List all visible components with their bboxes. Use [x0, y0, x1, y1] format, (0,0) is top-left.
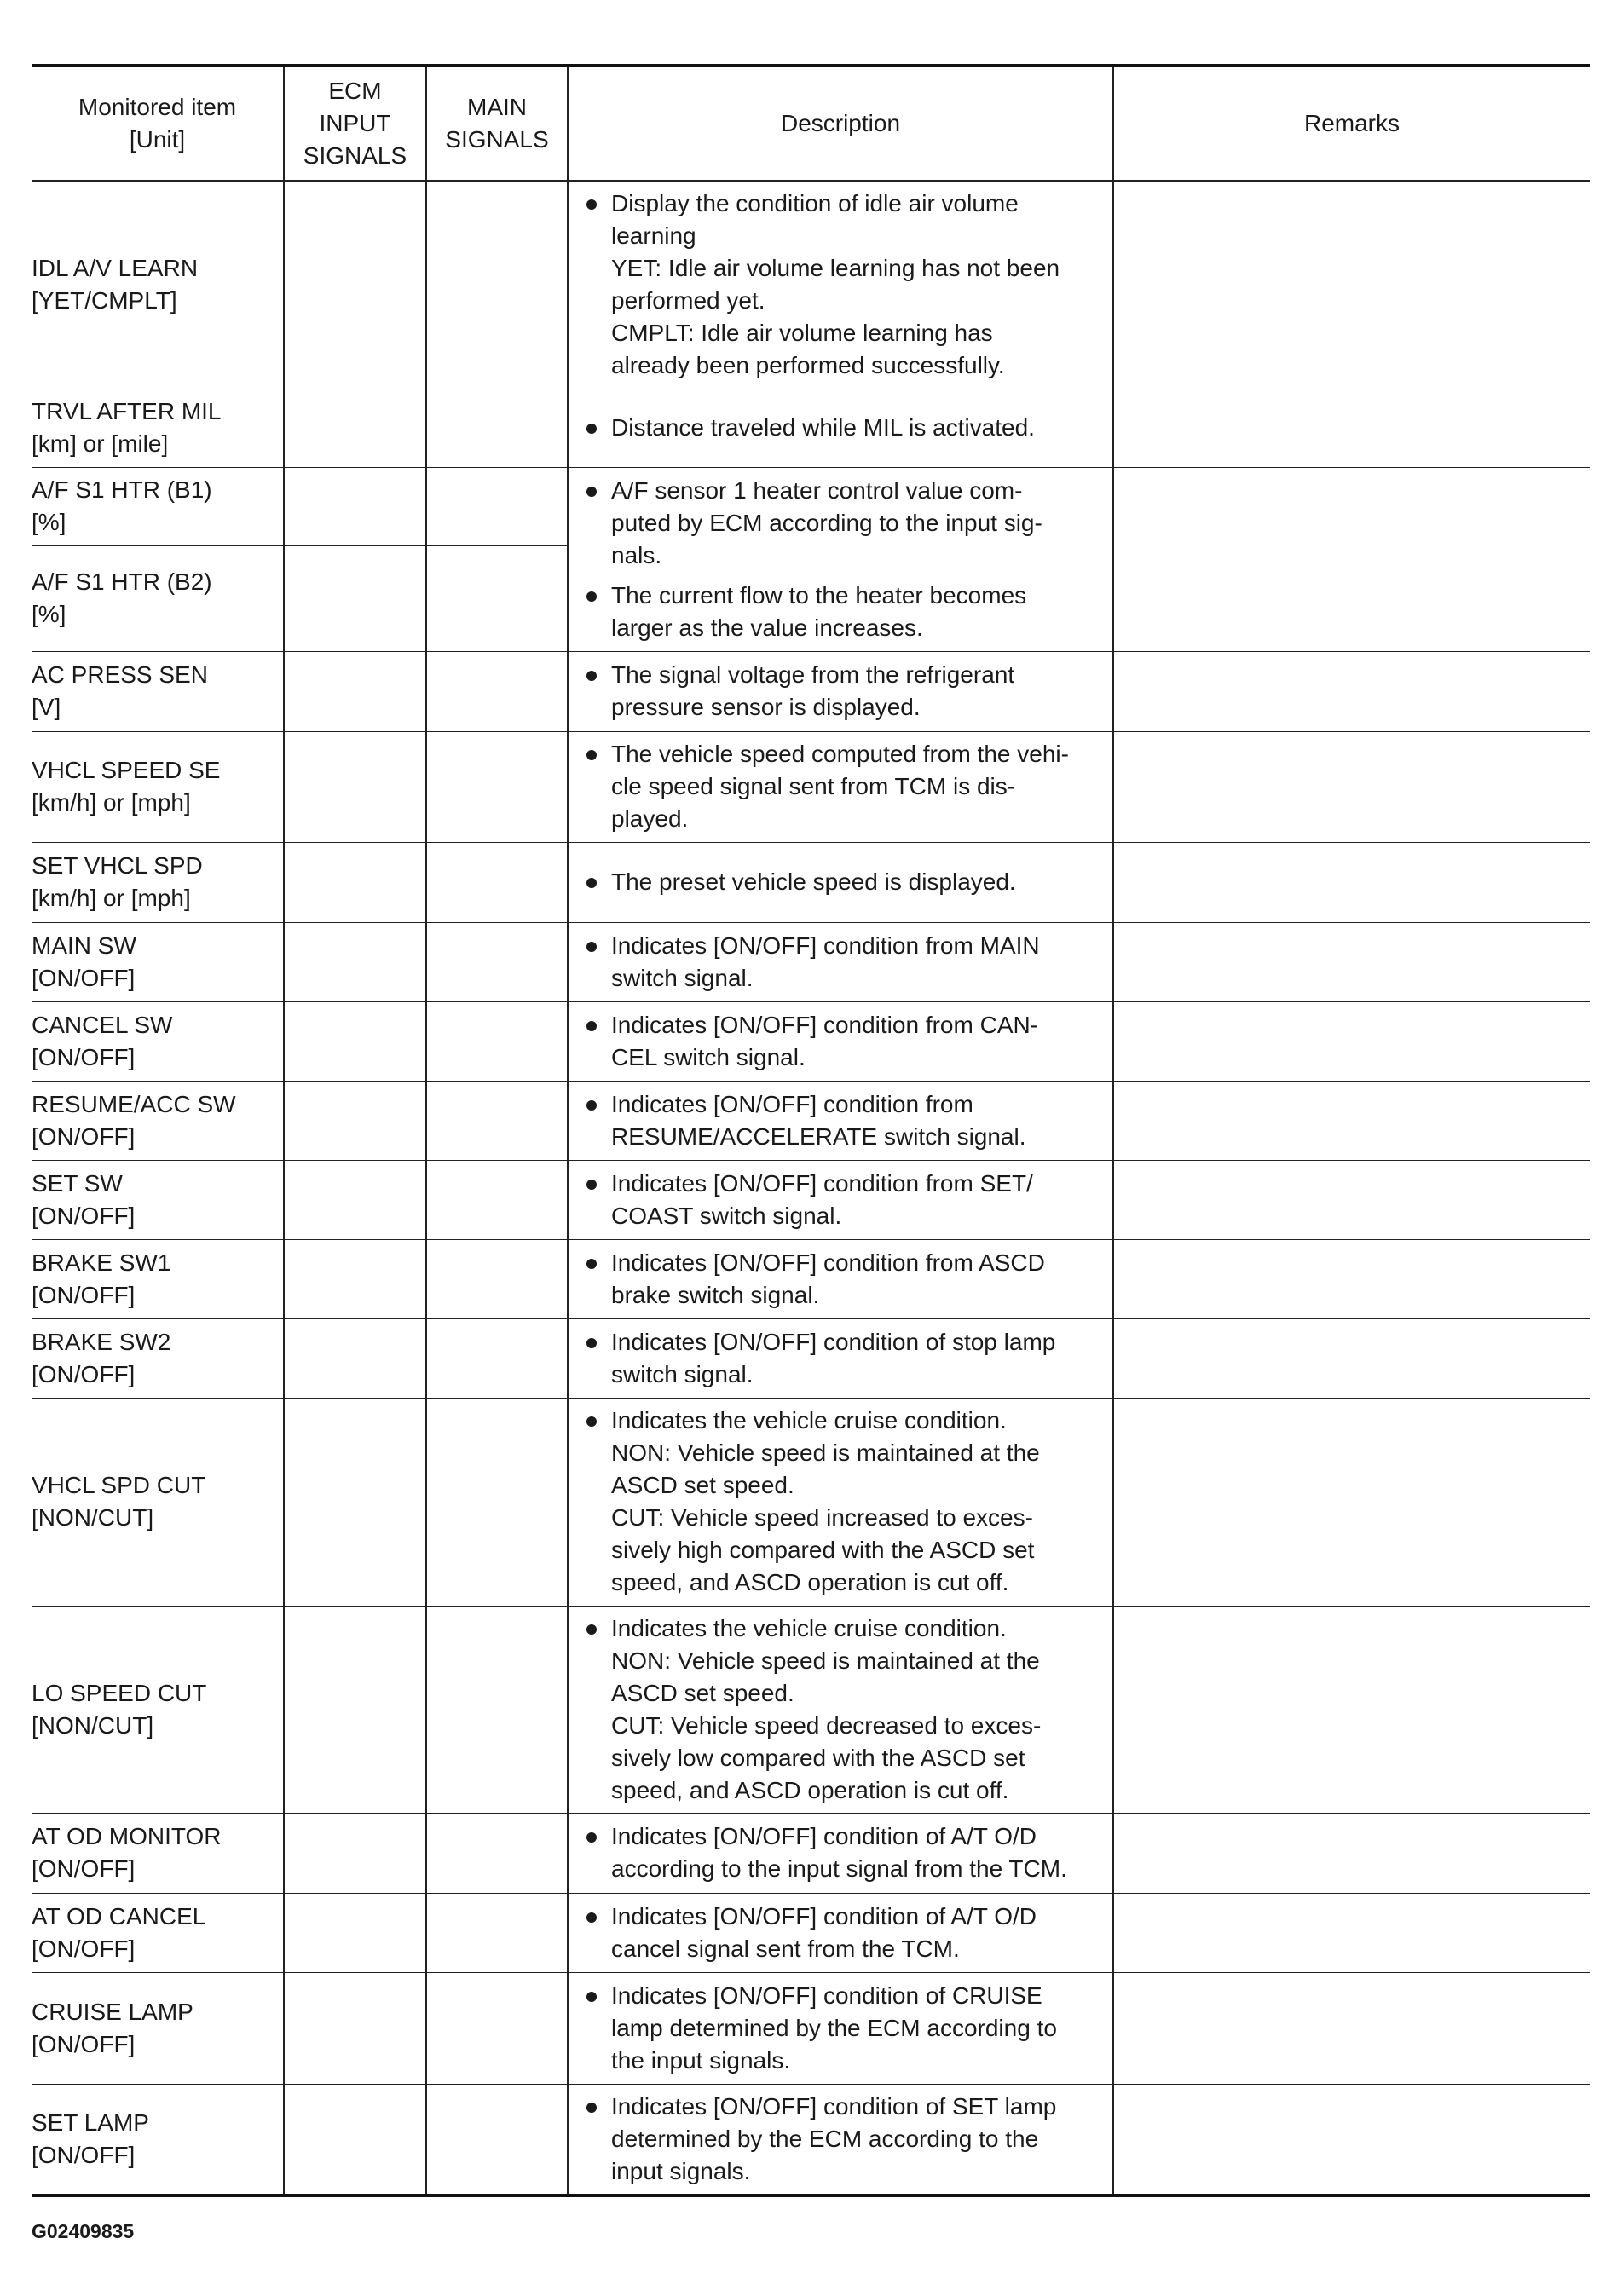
remarks-cell — [1113, 651, 1590, 731]
description-text: Indicates [ON/OFF] condition from — [611, 1090, 973, 1117]
description-text: lamp determined by the ECM according to — [611, 2014, 1057, 2041]
monitored-item-text: AT OD CANCEL — [32, 1902, 206, 1930]
remarks-cell — [1113, 1398, 1590, 1606]
main-signals-cell — [426, 1606, 568, 1813]
main-signals-cell — [426, 1893, 568, 1972]
bullet-dot-icon — [586, 878, 597, 888]
table-row — [32, 1318, 1590, 1398]
description-text: performed yet. — [611, 287, 765, 314]
description-text: YET: Idle air volume learning has not been — [611, 255, 1060, 282]
header-text: SIGNALS — [445, 126, 549, 153]
bullet-dot-icon — [586, 1416, 597, 1427]
table-row — [32, 1239, 1590, 1318]
monitored-item-text: [ON/OFF] — [32, 1122, 136, 1150]
bullet-dot-icon — [586, 1180, 597, 1190]
description-text: sively low compared with the ASCD set — [611, 1744, 1025, 1771]
main-signals-cell — [426, 389, 568, 467]
table-row — [32, 842, 1590, 922]
monitored-item-text: BRAKE SW1 — [32, 1249, 171, 1276]
monitored-item-cell — [32, 922, 284, 1001]
monitored-item-text: CRUISE LAMP — [32, 1998, 193, 2025]
bullet-dot-icon — [586, 2103, 597, 2113]
table-row — [32, 1160, 1590, 1239]
table-row — [32, 922, 1590, 1001]
description-text: ASCD set speed. — [611, 1472, 794, 1498]
bullet-dot-icon — [586, 750, 597, 760]
description-cell — [568, 1001, 1113, 1081]
description-text: Distance traveled while MIL is activated. — [611, 414, 1035, 441]
monitored-item-text: SET SW — [32, 1169, 123, 1197]
description-text: The preset vehicle speed is displayed. — [611, 868, 1016, 895]
monitored-item-text: AT OD MONITOR — [32, 1823, 222, 1849]
monitored-item-text: SET VHCL SPD — [32, 852, 203, 879]
monitored-item-text: [ON/OFF] — [32, 1855, 136, 1882]
header-text: INPUT — [319, 110, 391, 136]
ecm-input-signals-cell — [284, 651, 426, 731]
monitored-item-cell — [32, 1893, 284, 1972]
description-cell — [568, 651, 1113, 731]
description-text: determined by the ECM according to the — [611, 2125, 1039, 2152]
remarks-cell — [1113, 1606, 1590, 1813]
ecm-input-signals-cell — [284, 2084, 426, 2195]
description-bullet — [569, 659, 1112, 724]
table-row — [32, 1606, 1590, 1813]
description-text: cancel signal sent from the TCM. — [611, 1935, 960, 1962]
description-bullet — [569, 1820, 1112, 1885]
ecm-input-signals-cell — [284, 1081, 426, 1160]
description-text: according to the input signal from the TCM. — [611, 1855, 1067, 1882]
monitored-item-text: A/F S1 HTR (B1) — [32, 476, 212, 503]
description-text: input signals. — [611, 2157, 751, 2184]
table-row — [32, 1813, 1590, 1893]
ecm-input-signals-cell — [284, 389, 426, 467]
description-text: speed, and ASCD operation is cut off. — [611, 1776, 1009, 1803]
description-bullet — [569, 580, 1112, 644]
monitored-item-cell — [32, 1606, 284, 1813]
description-text: Indicates [ON/OFF] condition of stop lamp — [611, 1328, 1056, 1355]
description-cell — [568, 467, 1113, 651]
ecm-input-signals-cell — [284, 1893, 426, 1972]
monitored-item-cell — [32, 1239, 284, 1318]
description-bullet — [569, 187, 1112, 382]
description-bullet — [569, 866, 1112, 898]
description-cell — [568, 1813, 1113, 1893]
bullet-dot-icon — [586, 1912, 597, 1923]
bullet-dot-icon — [586, 1259, 597, 1269]
monitored-item-cell — [32, 1813, 284, 1893]
monitored-items-table — [32, 64, 1590, 2197]
description-cell — [568, 922, 1113, 1001]
bullet-dot-icon — [586, 942, 597, 952]
description-bullet — [569, 738, 1112, 835]
description-cell — [568, 1398, 1113, 1606]
monitored-item-text: VHCL SPEED SE — [32, 757, 221, 783]
header-main-signals — [426, 66, 568, 181]
description-cell — [568, 1972, 1113, 2084]
monitored-item-cell — [32, 1972, 284, 2084]
description-bullet — [569, 412, 1112, 444]
description-text: switch signal. — [611, 1360, 754, 1387]
description-text: NON: Vehicle speed is maintained at the — [611, 1439, 1040, 1466]
description-text: Display the condition of idle air volume — [611, 190, 1019, 217]
monitored-item-cell — [32, 842, 284, 922]
ecm-input-signals-cell — [284, 1813, 426, 1893]
monitored-item-text: VHCL SPD CUT — [32, 1472, 206, 1498]
description-text: NON: Vehicle speed is maintained at the — [611, 1647, 1040, 1674]
description-text: COAST switch signal. — [611, 1202, 842, 1229]
description-bullet — [569, 1009, 1112, 1074]
description-text: Indicates [ON/OFF] condition of A/T O/D — [611, 1823, 1037, 1849]
main-signals-cell — [426, 1318, 568, 1398]
monitored-item-text: [ON/OFF] — [32, 1281, 136, 1308]
main-signals-cell — [426, 842, 568, 922]
table-row — [32, 1081, 1590, 1160]
remarks-cell — [1113, 1813, 1590, 1893]
monitored-item-text: LO SPEED CUT — [32, 1679, 207, 1706]
remarks-cell — [1113, 731, 1590, 842]
description-text: Indicates [ON/OFF] condition of CRUISE — [611, 1982, 1042, 2009]
description-text: pressure sensor is displayed. — [611, 694, 921, 720]
description-bullet — [569, 1901, 1112, 1965]
description-cell — [568, 1606, 1113, 1813]
description-bullet — [569, 930, 1112, 995]
description-cell — [568, 1239, 1113, 1318]
ecm-input-signals-cell — [284, 1001, 426, 1081]
table-row — [32, 1893, 1590, 1972]
table-row — [32, 2084, 1590, 2195]
remarks-cell — [1113, 1160, 1590, 1239]
bullet-dot-icon — [586, 1338, 597, 1348]
ecm-input-signals-cell — [284, 467, 426, 545]
main-signals-cell — [426, 1239, 568, 1318]
description-cell — [568, 1893, 1113, 1972]
ecm-input-signals-cell — [284, 922, 426, 1001]
description-bullet — [569, 1088, 1112, 1153]
monitored-item-cell — [32, 2084, 284, 2195]
description-bullet — [569, 1405, 1112, 1599]
monitored-item-text: [V] — [32, 694, 61, 720]
description-text: CMPLT: Idle air volume learning has — [611, 320, 993, 347]
main-signals-cell — [426, 2084, 568, 2195]
ecm-input-signals-cell — [284, 842, 426, 922]
description-text: brake switch signal. — [611, 1281, 820, 1308]
ecm-input-signals-cell — [284, 1606, 426, 1813]
ecm-input-signals-cell — [284, 181, 426, 389]
monitored-item-text: [ON/OFF] — [32, 2141, 136, 2168]
monitored-item-text: [%] — [32, 601, 66, 627]
monitored-item-text: [YET/CMPLT] — [32, 287, 177, 314]
monitored-item-text: [ON/OFF] — [32, 1043, 136, 1070]
description-text: switch signal. — [611, 964, 754, 991]
description-text: The signal voltage from the refrigerant — [611, 661, 1015, 688]
description-bullet — [569, 1980, 1112, 2077]
monitored-item-text: [ON/OFF] — [32, 964, 136, 991]
table-body — [32, 181, 1590, 2195]
description-text: Indicates [ON/OFF] condition from ASCD — [611, 1249, 1045, 1276]
description-text: learning — [611, 222, 696, 250]
description-text: Indicates [ON/OFF] condition from MAIN — [611, 932, 1040, 959]
monitored-item-text: [km/h] or [mph] — [32, 885, 191, 911]
ecm-input-signals-cell — [284, 731, 426, 842]
description-cell — [568, 1160, 1113, 1239]
monitored-item-text: [ON/OFF] — [32, 1202, 136, 1229]
description-cell — [568, 1081, 1113, 1160]
description-text: CUT: Vehicle speed increased to exces- — [611, 1504, 1033, 1531]
description-text: already been performed successfully. — [611, 352, 1005, 379]
bullet-dot-icon — [586, 1624, 597, 1635]
monitored-item-text: A/F S1 HTR (B2) — [32, 568, 212, 595]
monitored-item-text: [NON/CUT] — [32, 1504, 154, 1531]
monitored-item-text: SET LAMP — [32, 2109, 149, 2136]
description-text: The vehicle speed computed from the vehi- — [611, 741, 1069, 767]
ecm-input-signals-cell — [284, 1318, 426, 1398]
description-text: Indicates [ON/OFF] condition from CAN- — [611, 1011, 1039, 1038]
monitored-item-text: [km] or [mile] — [32, 430, 169, 457]
header-ecm-input-signals — [284, 66, 426, 181]
description-text: larger as the value increases. — [611, 614, 923, 641]
description-bullet — [569, 1612, 1112, 1807]
description-bullet — [569, 475, 1112, 572]
monitored-item-text: CANCEL SW — [32, 1011, 173, 1038]
remarks-cell — [1113, 1081, 1590, 1160]
bullet-dot-icon — [586, 424, 597, 434]
remarks-cell — [1113, 467, 1590, 651]
remarks-cell — [1113, 842, 1590, 922]
bullet-dot-icon — [586, 199, 597, 210]
bullet-dot-icon — [586, 1021, 597, 1031]
remarks-cell — [1113, 1893, 1590, 1972]
main-signals-cell — [426, 922, 568, 1001]
header-remarks: Remarks — [1113, 66, 1590, 181]
main-signals-cell — [426, 731, 568, 842]
ecm-input-signals-cell — [284, 1239, 426, 1318]
table-header-row — [32, 66, 1590, 181]
description-text: RESUME/ACCELERATE switch signal. — [611, 1122, 1026, 1150]
description-text: puted by ECM according to the input sig- — [611, 509, 1042, 536]
monitored-item-text: TRVL AFTER MIL — [32, 398, 222, 424]
header-text: Monitored item — [78, 94, 237, 120]
table-row — [32, 1001, 1590, 1081]
figure-code: G02409835 — [32, 2220, 135, 2242]
monitored-item-text: BRAKE SW2 — [32, 1328, 171, 1355]
table-row — [32, 181, 1590, 389]
table-row — [32, 1398, 1590, 1606]
monitored-item-cell — [32, 467, 284, 545]
description-text: CUT: Vehicle speed decreased to exces- — [611, 1711, 1042, 1739]
description-bullet — [569, 1168, 1112, 1232]
header-text: [Unit] — [129, 126, 186, 153]
description-text: ASCD set speed. — [611, 1679, 794, 1706]
monitored-item-cell — [32, 731, 284, 842]
description-text: The current flow to the heater becomes — [611, 581, 1027, 609]
remarks-cell — [1113, 181, 1590, 389]
monitored-item-text: [ON/OFF] — [32, 2030, 136, 2057]
remarks-cell — [1113, 1972, 1590, 2084]
monitored-item-cell — [32, 1398, 284, 1606]
monitored-item-text: [NON/CUT] — [32, 1711, 154, 1739]
header-description: Description — [568, 66, 1113, 181]
bullet-dot-icon — [586, 1832, 597, 1843]
main-signals-cell — [426, 1001, 568, 1081]
description-cell — [568, 842, 1113, 922]
header-monitored-item — [32, 66, 284, 181]
monitored-item-text: AC PRESS SEN — [32, 661, 208, 688]
description-cell — [568, 389, 1113, 467]
monitored-item-cell — [32, 181, 284, 389]
description-bullet — [569, 1326, 1112, 1391]
ecm-input-signals-cell — [284, 1398, 426, 1606]
bullet-dot-icon — [586, 1100, 597, 1111]
header-text: SIGNALS — [303, 142, 407, 169]
main-signals-cell — [426, 1972, 568, 2084]
monitored-item-cell — [32, 1001, 284, 1081]
remarks-cell — [1113, 922, 1590, 1001]
bullet-dot-icon — [586, 1992, 597, 2002]
monitored-item-text: MAIN SW — [32, 932, 136, 959]
main-signals-cell — [426, 181, 568, 389]
main-signals-cell — [426, 545, 568, 651]
monitored-item-text: [ON/OFF] — [32, 1935, 136, 1962]
main-signals-cell — [426, 1160, 568, 1239]
table-row — [32, 1972, 1590, 2084]
description-text: Indicates the vehicle cruise condition. — [611, 1614, 1007, 1641]
description-text: played. — [611, 805, 689, 832]
monitored-item-cell — [32, 1160, 284, 1239]
description-text: nals. — [611, 541, 662, 568]
table-row — [32, 389, 1590, 467]
remarks-cell — [1113, 389, 1590, 467]
monitored-item-text: [km/h] or [mph] — [32, 789, 191, 816]
bullet-dot-icon — [586, 591, 597, 602]
monitored-item-cell — [32, 389, 284, 467]
description-text: Indicates [ON/OFF] condition of A/T O/D — [611, 1902, 1037, 1930]
description-cell — [568, 731, 1113, 842]
bullet-dot-icon — [586, 671, 597, 681]
ecm-input-signals-cell — [284, 1972, 426, 2084]
main-signals-cell — [426, 1813, 568, 1893]
description-cell — [568, 2084, 1113, 2195]
description-text: Indicates [ON/OFF] condition from SET/ — [611, 1169, 1033, 1197]
description-text: Indicates [ON/OFF] condition of SET lamp — [611, 2092, 1057, 2120]
description-text: Indicates the vehicle cruise condition. — [611, 1407, 1007, 1434]
main-signals-cell — [426, 467, 568, 545]
description-bullet — [569, 2091, 1112, 2188]
main-signals-cell — [426, 1398, 568, 1606]
description-cell — [568, 1318, 1113, 1398]
table-row — [32, 651, 1590, 731]
monitored-item-text: RESUME/ACC SW — [32, 1090, 236, 1117]
monitored-item-text: [%] — [32, 509, 66, 535]
table-row — [32, 467, 1590, 545]
monitored-item-cell — [32, 1081, 284, 1160]
description-text: A/F sensor 1 heater control value com- — [611, 476, 1023, 504]
remarks-cell — [1113, 1239, 1590, 1318]
remarks-cell — [1113, 2084, 1590, 2195]
table-row — [32, 731, 1590, 842]
monitored-item-cell — [32, 545, 284, 651]
description-text: speed, and ASCD operation is cut off. — [611, 1569, 1009, 1595]
main-signals-cell — [426, 651, 568, 731]
header-text: MAIN — [467, 94, 527, 120]
monitored-item-text: IDL A/V LEARN — [32, 255, 199, 282]
ecm-input-signals-cell — [284, 1160, 426, 1239]
remarks-cell — [1113, 1001, 1590, 1081]
description-text: sively high compared with the ASCD set — [611, 1537, 1035, 1563]
main-signals-cell — [426, 1081, 568, 1160]
description-text: cle speed signal sent from TCM is dis- — [611, 773, 1016, 799]
bullet-dot-icon — [586, 487, 597, 497]
description-cell — [568, 181, 1113, 389]
ecm-input-signals-cell — [284, 545, 426, 651]
description-text: CEL switch signal. — [611, 1043, 806, 1070]
header-text: ECM — [328, 78, 382, 104]
description-text: the input signals. — [611, 2046, 791, 2074]
monitored-item-cell — [32, 651, 284, 731]
monitored-item-text: [ON/OFF] — [32, 1360, 136, 1387]
monitored-item-cell — [32, 1318, 284, 1398]
description-bullet — [569, 1247, 1112, 1312]
remarks-cell — [1113, 1318, 1590, 1398]
